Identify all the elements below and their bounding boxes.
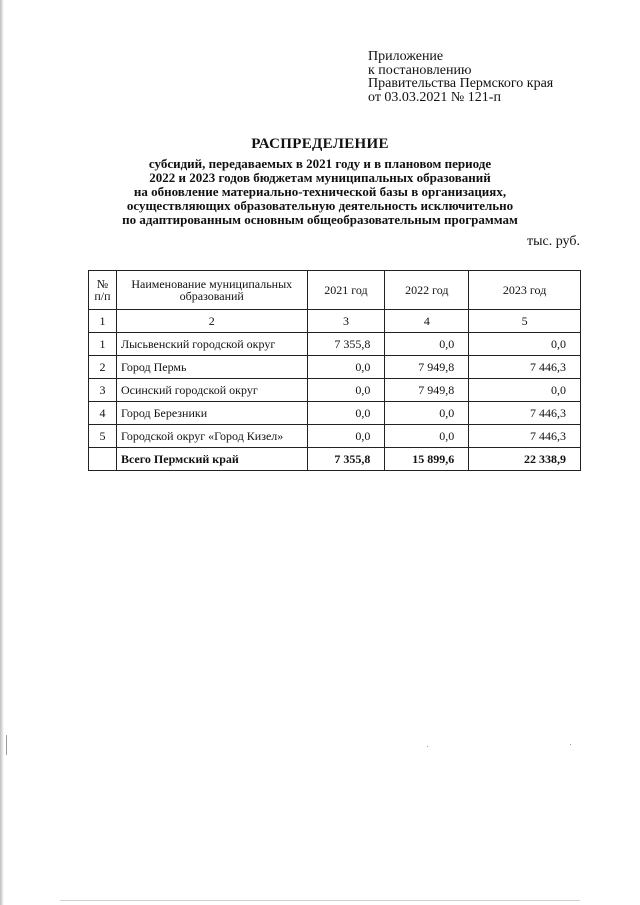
header-text: Наименование муниципальных (131, 277, 293, 291)
row-2021: 7 355,8 (307, 333, 385, 356)
row-number: 1 (89, 333, 117, 356)
subtitle-line: на обновление материально-технической базы в организациях, (133, 184, 507, 199)
row-name: Осинский городской округ (116, 379, 307, 402)
document-title: РАСПРЕДЕЛЕНИЕ (251, 136, 389, 152)
total-2021: 7 355,8 (307, 448, 385, 471)
row-number: 3 (89, 379, 117, 402)
row-2022: 0,0 (385, 402, 469, 425)
appendix-line: от 03.03.2021 № 121-п (368, 89, 501, 105)
appendix-line: Приложение (368, 49, 444, 64)
appendix-block (368, 50, 628, 104)
row-2022: 7 949,8 (385, 356, 469, 379)
header-2023: 2023 год (469, 271, 581, 310)
row-2023: 0,0 (469, 379, 581, 402)
total-row (89, 448, 581, 471)
scan-speck (570, 744, 571, 745)
total-2023: 22 338,9 (469, 448, 581, 471)
row-2023: 7 446,3 (469, 425, 581, 448)
subtitle-line: субсидий, передаваемых в 2021 году и в плановом периоде (148, 156, 492, 171)
header-number (89, 271, 117, 310)
row-2021: 0,0 (307, 402, 385, 425)
row-2023: 7 446,3 (469, 356, 581, 379)
appendix-line: к постановлению (368, 62, 472, 78)
row-2022: 0,0 (385, 425, 469, 448)
row-2022: 7 949,8 (385, 379, 469, 402)
subtitle-line: по адаптированным основным общеобразовательным программам (122, 212, 518, 227)
scan-speck (60, 900, 580, 901)
row-name: Город Березники (116, 402, 307, 425)
scan-speck (6, 735, 7, 755)
appendix-line: Правительства Пермского края (368, 76, 554, 91)
total-number (89, 448, 117, 471)
column-number: 5 (469, 310, 581, 333)
total-name: Всего Пермский край (116, 448, 307, 471)
table-header-row (89, 271, 581, 310)
column-number-row (89, 310, 581, 333)
header-text: № (96, 277, 109, 291)
header-text: п/п (94, 289, 111, 303)
distribution-table (88, 270, 581, 471)
table-row (89, 333, 581, 356)
column-number: 2 (116, 310, 307, 333)
header-name (116, 271, 307, 310)
column-number: 4 (385, 310, 469, 333)
header-2021: 2021 год (307, 271, 385, 310)
scan-speck (427, 746, 428, 747)
subtitle-line: 2022 и 2023 годов бюджетам муниципальных образований (149, 170, 491, 185)
row-2021: 0,0 (307, 356, 385, 379)
row-name: Городской округ «Город Кизел» (116, 425, 307, 448)
column-number: 1 (89, 310, 117, 333)
header-2022: 2022 год (385, 271, 469, 310)
row-2022: 0,0 (385, 333, 469, 356)
row-name: Город Пермь (116, 356, 307, 379)
table-row (89, 425, 581, 448)
row-number: 4 (89, 402, 117, 425)
subtitle-line: осуществляющих образовательную деятельность исключительно (126, 198, 514, 213)
document-subtitle (60, 157, 580, 227)
table-row (89, 402, 581, 425)
units-label: тыс. руб. (527, 234, 580, 249)
header-text: образований (179, 289, 244, 303)
row-number: 2 (89, 356, 117, 379)
row-2021: 0,0 (307, 379, 385, 402)
table-row (89, 379, 581, 402)
row-name: Лысьвенский городской округ (116, 333, 307, 356)
table-row (89, 356, 581, 379)
row-2023: 7 446,3 (469, 402, 581, 425)
row-number: 5 (89, 425, 117, 448)
column-number: 3 (307, 310, 385, 333)
total-2022: 15 899,6 (385, 448, 469, 471)
row-2023: 0,0 (469, 333, 581, 356)
row-2021: 0,0 (307, 425, 385, 448)
